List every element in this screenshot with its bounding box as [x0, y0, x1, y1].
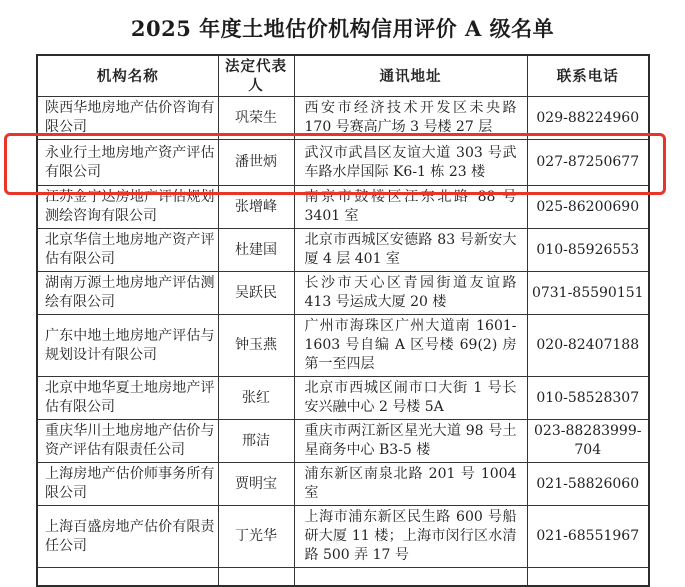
rating-table-container [36, 54, 650, 587]
org-name-cell: 北京华信土地房地产资产评估有限公司 [37, 229, 218, 272]
org-name-cell: 上海房地产估价师事务所有限公司 [37, 463, 218, 506]
table-row-highlighted [37, 140, 649, 186]
page-title: 2025 年度土地估价机构信用评价 A 级名单 [130, 16, 555, 41]
legal-rep-cell: 丁光华 [218, 506, 294, 568]
phone-cell: 023-88283999-704 [527, 420, 649, 463]
header-address: 通讯地址 [294, 55, 527, 97]
table-row [37, 463, 649, 506]
table-row [37, 229, 649, 272]
legal-rep-cell: 吴跃民 [218, 272, 294, 315]
phone-cell: 025-86200690 [527, 186, 649, 229]
address-cell: 重庆市两江新区星光大道 98 号土星商务中心 B3-5 楼 [294, 420, 527, 463]
address-cell [294, 568, 527, 586]
org-name-cell: 广东中地土地房地产评估与规划设计有限公司 [37, 315, 218, 377]
table-row-partial [37, 568, 649, 586]
address-cell: 北京市西城区安德路 83 号新安大厦 4 层 401 室 [294, 229, 527, 272]
table-row [37, 97, 649, 140]
org-name-cell: 永业行土地房地产资产评估有限公司 [37, 140, 218, 186]
org-name-cell: 上海百盛房地产估价有限责任公司 [37, 506, 218, 568]
phone-cell: 010-85926553 [527, 229, 649, 272]
legal-rep-cell: 巩荣生 [218, 97, 294, 140]
legal-rep-cell: 张增峰 [218, 186, 294, 229]
address-cell: 上海市浦东新区民生路 600 号船研大厦 11 楼；上海市闵行区水清路 500 弄 17 号 [294, 506, 527, 568]
org-name-cell: 陕西华地房地产估价咨询有限公司 [37, 97, 218, 140]
address-cell: 西安市经济技术开发区未央路 170 号赛高广场 3 号楼 27 层 [294, 97, 527, 140]
org-name-cell: 江苏金宁达房地产评估规划测绘咨询有限公司 [37, 186, 218, 229]
legal-rep-cell [218, 568, 294, 586]
phone-cell: 0731-85590151 [527, 272, 649, 315]
phone-cell [527, 568, 649, 586]
table-header-row [37, 55, 649, 97]
table-row [37, 377, 649, 420]
address-cell: 浦东新区南泉北路 201 号 1004 室 [294, 463, 527, 506]
header-phone: 联系电话 [527, 55, 649, 97]
table-row [37, 315, 649, 377]
address-cell: 广州市海珠区广州大道南 1601-1603 号自编 A 区号楼 69(2) 房第一至四层 [294, 315, 527, 377]
address-cell: 南京市鼓楼区江东北路 88 号 3401 室 [294, 186, 527, 229]
legal-rep-cell: 潘世炳 [218, 140, 294, 186]
phone-cell: 020-82407188 [527, 315, 649, 377]
table-row [37, 420, 649, 463]
address-cell: 武汉市武昌区友谊大道 303 号武车路水岸国际 K6-1 栋 23 楼 [294, 140, 527, 186]
legal-rep-cell: 贾明宝 [218, 463, 294, 506]
phone-cell: 021-68551967 [527, 506, 649, 568]
rating-table [36, 54, 650, 587]
legal-rep-cell: 钟玉燕 [218, 315, 294, 377]
legal-rep-cell: 张红 [218, 377, 294, 420]
table-row [37, 272, 649, 315]
header-org-name: 机构名称 [37, 55, 218, 97]
legal-rep-cell: 杜建国 [218, 229, 294, 272]
address-cell: 长沙市天心区青园街道友谊路 413 号运成大厦 20 楼 [294, 272, 527, 315]
org-name-cell: 重庆华川土地房地产估价与资产评估有限责任公司 [37, 420, 218, 463]
legal-rep-cell: 邢洁 [218, 420, 294, 463]
table-row [37, 506, 649, 568]
phone-cell: 029-88224960 [527, 97, 649, 140]
org-name-cell: 湖南万源土地房地产评估测绘有限公司 [37, 272, 218, 315]
phone-cell: 021-58826060 [527, 463, 649, 506]
header-legal-rep: 法定代表人 [218, 55, 294, 97]
address-cell: 北京市西城区闹市口大街 1 号长安兴融中心 2 号楼 5A [294, 377, 527, 420]
phone-cell: 010-58528307 [527, 377, 649, 420]
phone-cell: 027-87250677 [527, 140, 649, 186]
table-row [37, 186, 649, 229]
org-name-cell [37, 568, 218, 586]
org-name-cell: 北京中地华夏土地房地产评估有限公司 [37, 377, 218, 420]
